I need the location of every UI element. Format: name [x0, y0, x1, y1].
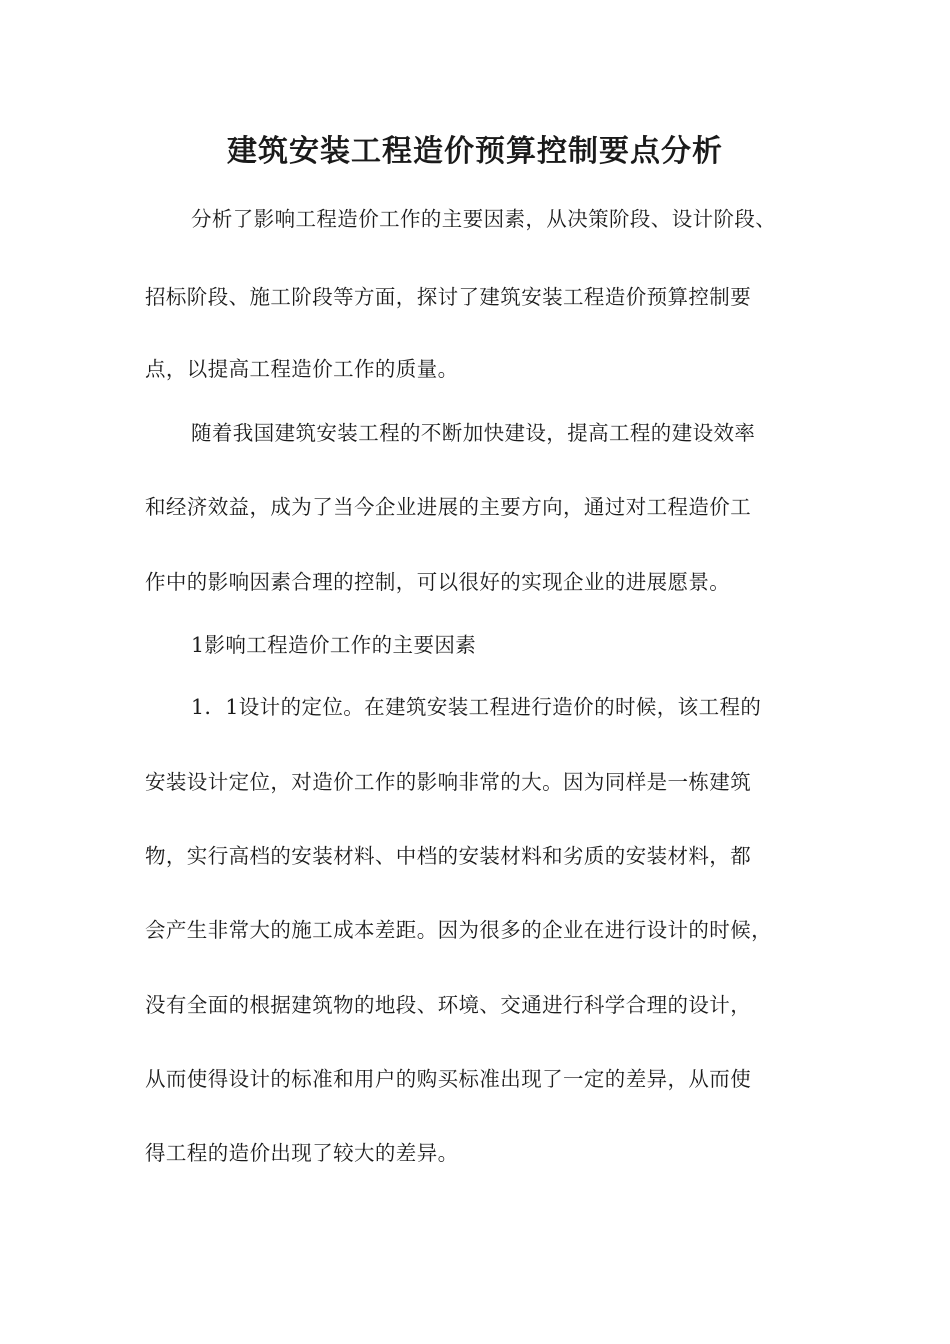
- intro-line-2: 和经济效益，成为了当今企业进展的主要方向，通过对工程造价工: [145, 495, 752, 519]
- body-line-3: 物，实行高档的安装材料、中档的安装材料和劣质的安装材料，都: [145, 844, 752, 868]
- body-line-2: 安装设计定位，对造价工作的影响非常的大。因为同样是一栋建筑: [145, 770, 752, 794]
- body-line-7: 得工程的造价出现了较大的差异。: [145, 1141, 459, 1165]
- document-title: 建筑安装工程造价预算控制要点分析: [227, 134, 723, 169]
- intro-line-1: 随着我国建筑安装工程的不断加快建设，提高工程的建设效率: [191, 421, 756, 445]
- body-line-4: 会产生非常大的施工成本差距。因为很多的企业在进行设计的时候，: [145, 918, 772, 942]
- section-heading: 1影响工程造价工作的主要因素: [191, 633, 477, 657]
- body-line-6: 从而使得设计的标准和用户的购买标准出现了一定的差异，从而使: [145, 1067, 752, 1091]
- abstract-line-1: 分析了影响工程造价工作的主要因素，从决策阶段、设计阶段、: [191, 207, 777, 231]
- body-line-5: 没有全面的根据建筑物的地段、环境、交通进行科学合理的设计，: [145, 993, 752, 1017]
- body-line-1: 1．1设计的定位。在建筑安装工程进行造价的时候，该工程的: [191, 695, 762, 719]
- abstract-line-3: 点，以提高工程造价工作的质量。: [145, 357, 459, 381]
- intro-line-3: 作中的影响因素合理的控制，可以很好的实现企业的进展愿景。: [145, 570, 731, 594]
- abstract-line-2: 招标阶段、施工阶段等方面，探讨了建筑安装工程造价预算控制要: [145, 285, 752, 309]
